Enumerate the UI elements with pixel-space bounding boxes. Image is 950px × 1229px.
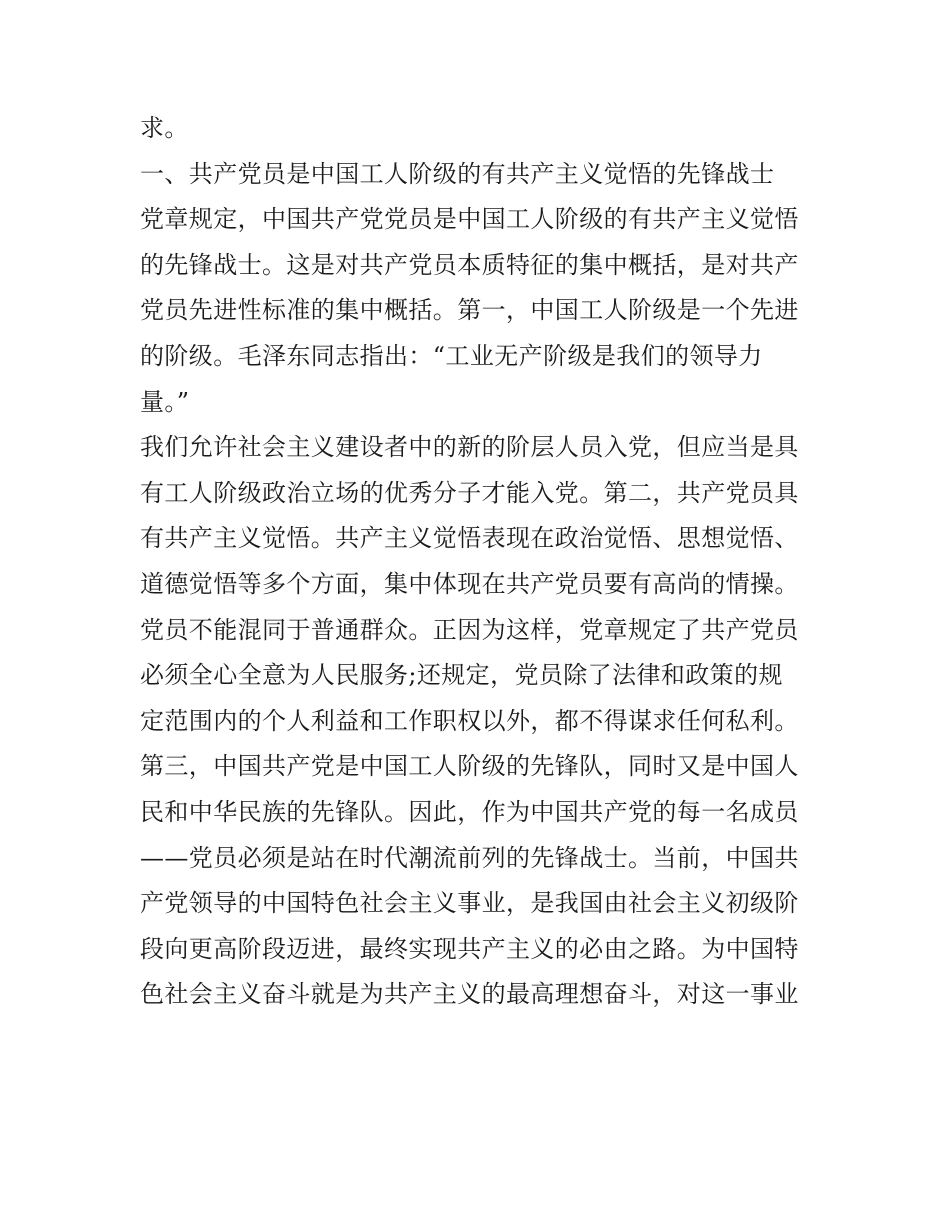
- text-line: 段向更高阶段迈进，最终实现共产主义的必由之路。为中国特: [140, 934, 799, 963]
- text-line: 定范围内的个人利益和工作职权以外，都不得谋求任何私利。: [140, 706, 799, 735]
- body-text: [140, 106, 812, 1018]
- text-line: 第三，中国共产党是中国工人阶级的先锋队，同时又是中国人: [140, 752, 799, 781]
- text-line: 有工人阶级政治立场的优秀分子才能入党。第二，共产党员具: [140, 478, 799, 507]
- text-line: 有共产主义觉悟。共产主义觉悟表现在政治觉悟、思想觉悟、: [140, 524, 799, 553]
- text-line: 产党领导的中国特色社会主义事业，是我国由社会主义初级阶: [140, 889, 799, 918]
- text-line: 的先锋战士。这是对共产党员本质特征的集中概括，是对共产: [140, 250, 799, 279]
- text-line: 党员不能混同于普通群众。正因为这样，党章规定了共产党员: [140, 615, 799, 644]
- section-heading: 一、共产党员是中国工人阶级的有共产主义觉悟的先锋战士: [140, 159, 775, 188]
- text-line: 色社会主义奋斗就是为共产主义的最高理想奋斗，对这一事业: [140, 980, 799, 1009]
- text-line: 党章规定，中国共产党党员是中国工人阶级的有共产主义觉悟: [140, 205, 799, 234]
- text-line: 量。”: [140, 387, 190, 416]
- text-line: 民和中华民族的先锋队。因此，作为中国共产党的每一名成员: [140, 797, 799, 826]
- text-line: 求。: [140, 114, 189, 142]
- text-line: 必须全心全意为人民服务;还规定，党员除了法律和政策的规: [140, 661, 783, 690]
- text-line: 的阶级。毛泽东同志指出：“工业无产阶级是我们的领导力: [140, 341, 763, 370]
- text-line: 道德觉悟等多个方面，集中体现在共产党员要有高尚的情操。: [140, 569, 799, 598]
- text-line: 我们允许社会主义建设者中的新的阶层人员入党，但应当是具: [140, 433, 799, 462]
- text-line: ——党员必须是站在时代潮流前列的先锋战士。当前，中国共: [140, 843, 799, 872]
- text-line: 党员先进性标准的集中概括。第一，中国工人阶级是一个先进: [140, 296, 799, 325]
